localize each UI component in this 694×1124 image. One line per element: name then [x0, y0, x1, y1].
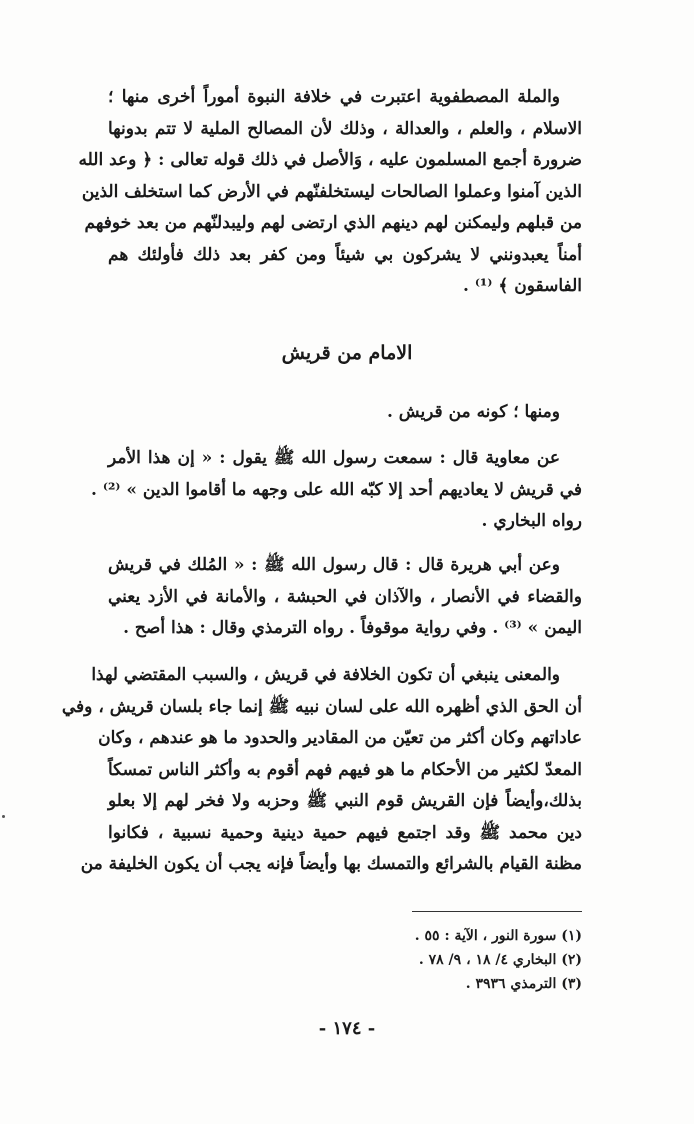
footnotes: [108, 924, 582, 996]
paragraph-opening: [78, 82, 582, 303]
text-line: المعدّ لكثير من الأحكام ما هو فيهم فهم أقوم به وأكثر الناس تمسكاً: [108, 759, 582, 780]
text-line: أمناً يعبدونني لا يشركون بي شيئاً ومن كفر بعد ذلك فأولئك هم: [108, 244, 582, 265]
section-heading: الامام من قريش: [281, 342, 413, 364]
text-line: ومنها ؛ كونه من قريش .: [386, 402, 560, 422]
text-line: ضرورة أجمع المسلمون عليه ، وَالأصل في ذلك قوله تعالى : ﴿ وعد الله: [78, 150, 582, 170]
footnote-1: (١) سورة النور ، الآية : ٥٥ .: [414, 928, 582, 944]
text-line: أن الحق الذي أظهره الله على لسان نبيه ﷺ إنما جاء بلسان قريش ، وفي: [61, 696, 582, 717]
text-line: من قبلهم وليمكنن لهم دينهم الذي ارتضى لهم وليبدلنّهم من بعد خوفهم: [84, 213, 582, 233]
text-line: رواه البخاري .: [481, 511, 582, 531]
text-line: الذين آمنوا وعملوا الصالحات ليستخلفنّهم في الأرض كما استخلف الذين: [81, 181, 582, 202]
paragraph-quraysh-intro: [108, 397, 582, 429]
paragraph-muawiya-hadith: [91, 443, 582, 538]
paragraph-meaning: [61, 660, 582, 881]
text-line: بذلك،وأيضاً فإن القريش قوم النبي ﷺ وحزبه ولا فخر لهم إلا بعلو: [108, 791, 582, 811]
text-line: دين محمد ﷺ وقد اجتمع فيهم حمية دينية وحمية نسبية ، فكانوا: [108, 822, 582, 843]
text-line: والملة المصطفوية اعتبرت في خلافة النبوة أموراً أخرى منها ؛: [108, 87, 560, 107]
scan-speck: [2, 815, 5, 818]
text-line: وعن أبي هريرة قال : قال رسول الله ﷺ : « المُلك في قريش: [108, 555, 560, 575]
text-line: الاسلام ، والعلم ، والعدالة ، وذلك لأن المصالح الملية لا تتم بدونها: [108, 118, 582, 139]
text-line: والمعنى ينبغي أن تكون الخلافة في قريش ، والسبب المقتضي لهذا: [91, 665, 560, 685]
text-line: مظنة القيام بالشرائع والتمسك بها وأيضاً فإنه يجب أن يكون الخليفة من: [80, 854, 582, 874]
text-line: عن معاوية قال : سمعت رسول الله ﷺ يقول : « إن هذا الأمر: [108, 448, 560, 468]
text-line: عاداتهم وكان أكثر من تعيّن من المقادير والحدود ما هو عندهم ، وكان: [98, 728, 582, 748]
text-line: الفاسقون ﴾ ⁽¹⁾ .: [462, 276, 582, 296]
page-number: - ١٧٤ -: [318, 1018, 376, 1039]
text-line: في قريش لا يعاديهم أحد إلا كبّه الله على وجهه ما أقاموا الدين » ⁽²⁾ .: [91, 479, 582, 500]
paragraph-abu-hurayra-hadith: [108, 550, 582, 645]
footnote-separator: [412, 911, 582, 912]
footnote-3: (٣) الترمذي ٣٩٣٦ .: [465, 976, 582, 992]
text-line: اليمن » ⁽³⁾ . وفي رواية موقوفاً . رواه الترمذي وقال : هذا أصح .: [123, 618, 582, 638]
footnote-2: (٢) البخاري ٤/ ١٨ ، ٩/ ٧٨ .: [418, 952, 582, 968]
text-line: والقضاء في الأنصار ، والآذان في الحبشة ، والأمانة في الأزد يعني: [108, 586, 582, 607]
